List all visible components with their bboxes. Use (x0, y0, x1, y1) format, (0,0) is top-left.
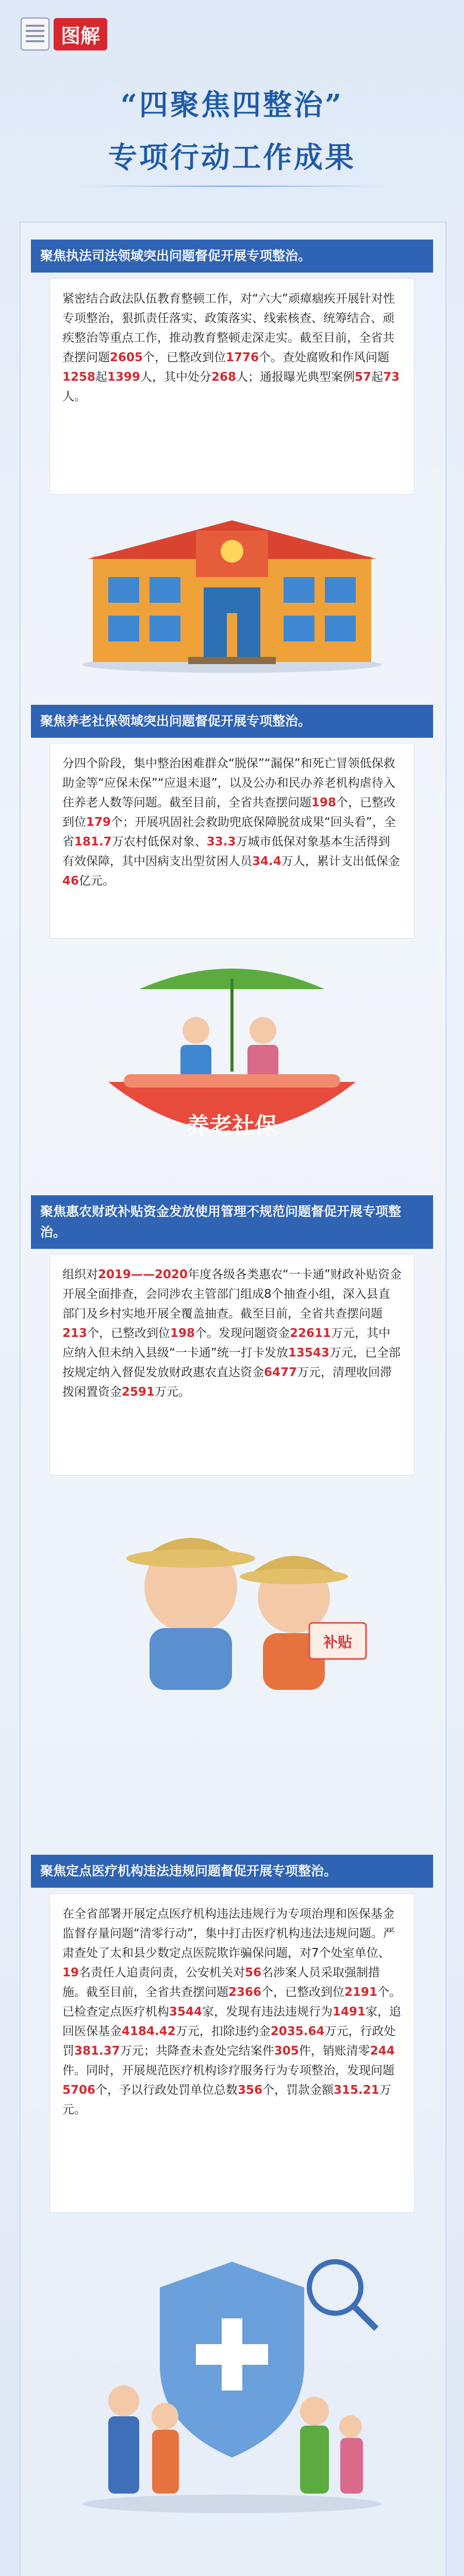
body-text: 家，追回医保基金 (62, 2005, 402, 2038)
highlight-number: 2591 (122, 1385, 155, 1399)
title-divider (77, 185, 387, 187)
body-text: 人；通报曝光典型案例 (236, 370, 355, 384)
highlight-number: 57 (355, 370, 372, 384)
body-text: 个，已整改到位 (62, 796, 396, 829)
farmers-subsidy-illustration (77, 1494, 387, 1700)
body-text: 个，罚款金额 (262, 2083, 334, 2097)
body-text: 年度各级各类惠农“一卡通”财政补贴资金开展全面排查，会同涉农主管部门组成8个抽查小组，深入县直部门及乡村实地开展全覆盖抽查。截至目前，全省共查摆问题 (62, 1268, 402, 1320)
highlight-number: 2035.64 (270, 2025, 325, 2038)
body-text: 个。已检查定点医疗机构 (62, 1986, 402, 2019)
highlight-number: 198 (170, 1327, 195, 1340)
highlight-number: 6477 (264, 1366, 297, 1379)
body-text: 个。查处腐败和作风问题 (259, 351, 390, 364)
logo (21, 18, 107, 50)
body-text: 亿元。 (79, 874, 115, 888)
body-text: 万元，行政处罚 (62, 2025, 396, 2058)
highlight-number: 381.37 (74, 2044, 120, 2058)
body-text: 个；开展巩固社会救助兜底保障脱贫成果“回头看”，全省 (62, 816, 396, 849)
highlight-number: 3544 (169, 2005, 203, 2019)
body-text: 个，已整改到位 (261, 1986, 345, 1999)
highlight-number: 34.4 (252, 855, 281, 868)
section-body-1 (49, 278, 415, 495)
highlight-number: 244 (370, 2044, 395, 2058)
body-text: 个。发现问题资金 (195, 1327, 290, 1340)
highlight-number: 4184.42 (122, 2025, 176, 2038)
highlight-number: 179 (86, 816, 111, 829)
highlight-number: 33.3 (206, 835, 236, 849)
section-body-4 (49, 1893, 415, 2213)
body-text: 件。同时，开展规范医疗机构诊疗服务行为专项整治，发现问题 (62, 2064, 394, 2077)
body-text: 万元，其中应纳入但未纳入县级“一卡通”统一打卡发放 (62, 1327, 391, 1360)
section-heading-4: 聚焦定点医疗机构违法违规问题督促开展专项整治。 (31, 1855, 433, 1888)
page-title-line1: “四聚焦四整治” (120, 88, 344, 122)
highlight-number: 2605 (110, 351, 143, 364)
body-text: 人。 (62, 390, 86, 403)
highlight-number: 13543 (288, 1346, 329, 1360)
highlight-number: 315.21 (334, 2083, 379, 2097)
logo-text: 图解 (54, 18, 107, 50)
section-body-3 (49, 1254, 415, 1476)
highlight-number: 181.7 (74, 835, 112, 849)
highlight-number: 22611 (290, 1327, 332, 1340)
elderly-care-illustration (77, 958, 387, 1164)
highlight-number: 1491 (333, 2005, 366, 2019)
body-text: 个，已整改到位 (143, 351, 226, 364)
medical-insurance-illustration (77, 2231, 387, 2519)
body-text: 组织对 (62, 1268, 98, 1281)
body-text: 家，发现有违法违规行为 (202, 2005, 333, 2019)
highlight-number: 5706 (62, 2083, 96, 2097)
highlight-number: 19 (62, 1966, 79, 1979)
highlight-number: 2366 (228, 1986, 262, 1999)
body-text: 件，销账清零 (299, 2044, 370, 2058)
section-body-2 (49, 743, 415, 939)
highlight-number: 73 (383, 370, 400, 384)
highlight-number: 1776 (226, 351, 259, 364)
highlight-number: 198 (311, 796, 337, 809)
body-text: 万元，已全部按规定纳入督促发放财政惠农直达资金 (62, 1346, 401, 1379)
body-text: 人，其中处分 (140, 370, 212, 384)
highlight-number: 2019——2020 (98, 1268, 188, 1281)
body-text: 万农村低保对象、 (111, 835, 207, 849)
highlight-number: 356 (238, 2083, 263, 2097)
body-text: 万元。 (155, 1385, 191, 1399)
court-building-illustration (77, 510, 387, 675)
body-text: 个，已整改到位 (87, 1327, 171, 1340)
bowl-label: 养老社保 (187, 1113, 277, 1139)
emblem-icon (221, 540, 243, 563)
body-text: 名责任人追责问责，公安机关对 (79, 1966, 245, 1979)
section-heading-1: 聚焦执法司法领域突出问题督促开展专项整治。 (31, 240, 433, 273)
body-text: 万元；共降查未查处完结案件 (120, 2044, 274, 2058)
body-text: 万元，清理收回滞拨闲置资金 (62, 1366, 392, 1399)
body-text: 起 (95, 370, 108, 384)
section-heading-2: 聚焦养老社保领域突出问题督促开展专项整治。 (31, 705, 433, 738)
body-text: 在全省部署开展定点医疗机构违法违规行为专项治理和医保基金监督存量问题“清零行动”，集中打击医疗机构违法违规问题。严肃查处了太和县少数定点医院欺诈骗保问题，对7个处室单位、 (62, 1907, 395, 1960)
highlight-number: 46 (62, 874, 79, 888)
body-text: 万人，累计支出低保金 (281, 855, 400, 868)
body-text: 个，予以行政处罚单位总数 (95, 2083, 238, 2097)
body-text: 名涉案人员采取强制措施。截至目前，全省共查摆问题 (62, 1966, 380, 1999)
body-text: 万元。 (62, 2083, 391, 2116)
highlight-number: 305 (274, 2044, 299, 2058)
body-text: 万元，扣除违约金 (175, 2025, 271, 2038)
highlight-number: 2191 (344, 1986, 378, 1999)
highlight-number: 56 (245, 1966, 262, 1979)
body-text: 万城市低保对象基本生活得到有效保障，其中因病支出型贫困人员 (62, 835, 390, 868)
section-heading-3: 聚焦惠农财政补贴资金发放使用管理不规范问题督促开展专项整治。 (31, 1195, 433, 1249)
page-title-line2: 专项行动工作成果 (108, 141, 356, 175)
body-text: 起 (371, 370, 384, 384)
document-icon (21, 18, 49, 50)
highlight-number: 1258 (62, 370, 96, 384)
highlight-number: 213 (62, 1327, 88, 1340)
highlight-number: 1399 (107, 370, 141, 384)
body-text: 分四个阶段，集中整治困难群众“脱保”“漏保”和死亡冒领低保救助金等“应保未保”“应退未退”，以及公办和民办养老机构虐待入住养老人数等问题。截至目前，全省共查摆问题 (62, 757, 395, 809)
highlight-number: 268 (211, 370, 237, 384)
body-text: 紧密结合政法队伍教育整顿工作，对“六大”顽瘴痼疾开展针对性专项整治，狠抓责任落实、政策落实、线索核查、统筹结合、顽疾整治等重点工作，推动教育整顿走深走实。截至目前，全省共查摆问题 (62, 292, 395, 364)
subsidy-sign-label: 补贴 (323, 1634, 353, 1651)
